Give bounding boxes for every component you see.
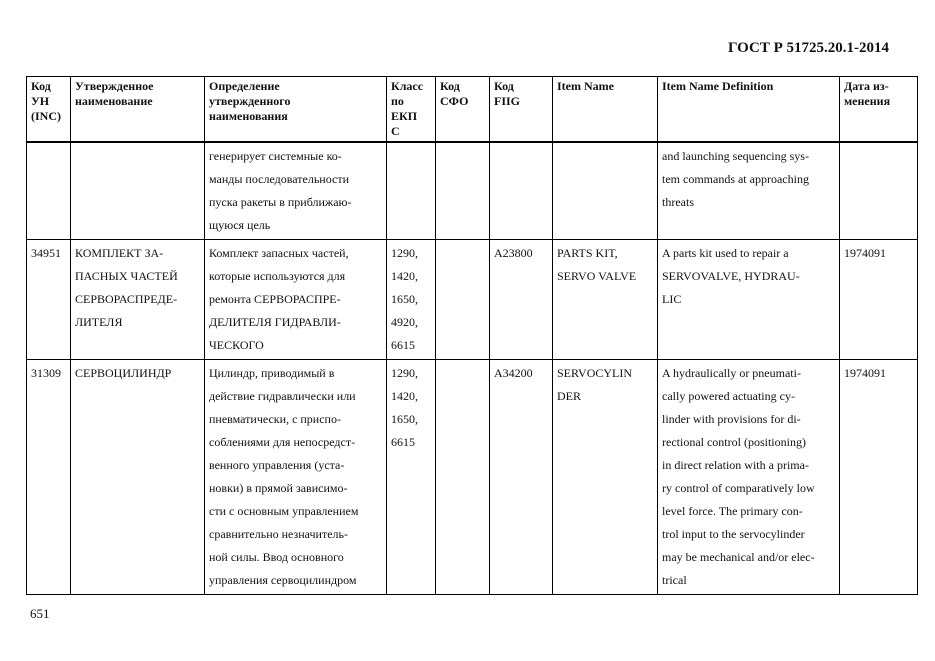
header-line: ЕКП [391, 109, 418, 123]
table-row [27, 142, 918, 240]
header-line: Код [494, 79, 514, 93]
cell-line: SERVO VALVE [557, 269, 637, 283]
cell-line: DER [557, 389, 581, 403]
cell-item-definition [658, 142, 840, 240]
cell-line: щуюся цель [209, 218, 271, 232]
cell-inc-code [27, 142, 71, 240]
cell-item-name [553, 240, 658, 360]
cell-line: may be mechanical and/or elec- [662, 550, 815, 564]
table-row [27, 240, 918, 360]
cell-sfo-code [436, 360, 490, 595]
cell-line: and launching sequencing sys- [662, 149, 809, 163]
cell-line: генерирует системные ко- [209, 149, 342, 163]
cell-line: trical [662, 573, 687, 587]
header-line: Дата из- [844, 79, 889, 93]
cell-line: ремонта СЕРВОРАСПРЕ- [209, 292, 341, 306]
cell-line: управления сервоцилиндром [209, 573, 357, 587]
header-line: наименование [75, 94, 153, 108]
cell-line: threats [662, 195, 694, 209]
header-line: Определение [209, 79, 280, 93]
column-header-class [387, 77, 436, 143]
cell-line: новки) в прямой зависимо- [209, 481, 348, 495]
cell-line: ной силы. Ввод основного [209, 550, 344, 564]
page-number: 651 [30, 606, 50, 621]
cell-definition [205, 360, 387, 595]
cell-line: 4920, [391, 315, 418, 329]
cell-line: tem commands at approaching [662, 172, 809, 186]
column-header-fiig-code [490, 77, 553, 143]
cell-line: 6615 [391, 435, 415, 449]
cell-line: венного управления (уста- [209, 458, 345, 472]
column-header-change-date [840, 77, 918, 143]
cell-line: cally powered actuating cy- [662, 389, 795, 403]
cell-line: LIC [662, 292, 682, 306]
cell-line: пневматически, с приспо- [209, 412, 341, 426]
column-header-inc-code [27, 77, 71, 143]
cell-line: действие гидравлически или [209, 389, 356, 403]
cell-item-definition [658, 360, 840, 595]
cell-line: 1650, [391, 292, 418, 306]
header-line: СФО [440, 94, 469, 108]
classification-table [26, 76, 918, 595]
header-line: Утвержденное [75, 79, 154, 93]
column-header-definition [205, 77, 387, 143]
column-header-item-definition [658, 77, 840, 143]
cell-item-name [553, 142, 658, 240]
cell-line: Цилиндр, приводимый в [209, 366, 335, 380]
cell-line: 1290, [391, 366, 418, 380]
cell-line: SERVOCYLIN [557, 366, 633, 380]
document-code: ГОСТ Р 51725.20.1-2014 [727, 40, 889, 56]
header-line: Код [440, 79, 460, 93]
cell-line: level force. The primary con- [662, 504, 803, 518]
cell-change-date: 1974091 [840, 360, 918, 595]
cell-line: 1650, [391, 412, 418, 426]
cell-fiig-code: A23800 [490, 240, 553, 360]
cell-class [387, 360, 436, 595]
cell-line: 6615 [391, 338, 415, 352]
header-line: (INC) [31, 109, 61, 123]
cell-approved-name [71, 142, 205, 240]
cell-line: 1420, [391, 269, 418, 283]
cell-approved-name [71, 360, 205, 595]
cell-line: trol input to the servocylinder [662, 527, 805, 541]
cell-line: PARTS KIT, [557, 246, 618, 260]
cell-line: SERVOVALVE, HYDRAU- [662, 269, 800, 283]
cell-line: сти с основным управлением [209, 504, 359, 518]
header-line: наименования [209, 109, 288, 123]
cell-line: rectional control (positioning) [662, 435, 806, 449]
cell-line: 1420, [391, 389, 418, 403]
column-header-sfo-code [436, 77, 490, 143]
table-row [27, 360, 918, 595]
cell-fiig-code: A34200 [490, 360, 553, 595]
cell-line: ПАСНЫХ ЧАСТЕЙ [75, 269, 178, 283]
header-line: С [391, 124, 400, 138]
cell-line: ry control of comparatively low [662, 481, 815, 495]
cell-change-date: 1974091 [840, 240, 918, 360]
table-header-row [27, 77, 918, 143]
header-line: Класс [391, 79, 424, 93]
cell-fiig-code [490, 142, 553, 240]
cell-item-name [553, 360, 658, 595]
cell-line: манды последовательности [209, 172, 350, 186]
cell-change-date [840, 142, 918, 240]
cell-line: in direct relation with a prima- [662, 458, 809, 472]
header-line: Item Name [557, 79, 614, 93]
cell-line: Комплект запасных частей, [209, 246, 349, 260]
header-line: Код [31, 79, 51, 93]
cell-class [387, 142, 436, 240]
cell-line: A hydraulically or pneumati- [662, 366, 801, 380]
cell-definition [205, 240, 387, 360]
cell-line: ДЕЛИТЕЛЯ ГИДРАВЛИ- [209, 315, 341, 329]
cell-line: соблениями для непосредст- [209, 435, 356, 449]
cell-line: 1290, [391, 246, 418, 260]
header-line: менения [844, 94, 891, 108]
column-header-item-name [553, 77, 658, 143]
cell-line: сравнительно незначитель- [209, 527, 349, 541]
cell-line: СЕРВОРАСПРЕДЕ- [75, 292, 178, 306]
cell-approved-name [71, 240, 205, 360]
cell-line: linder with provisions for di- [662, 412, 801, 426]
cell-line: пуска ракеты в приближаю- [209, 195, 352, 209]
header-line: по [391, 94, 404, 108]
cell-inc-code: 31309 [27, 360, 71, 595]
cell-line: A parts kit used to repair a [662, 246, 789, 260]
cell-item-definition [658, 240, 840, 360]
cell-line: СЕРВОЦИЛИНДР [75, 366, 172, 380]
cell-definition [205, 142, 387, 240]
cell-sfo-code [436, 142, 490, 240]
cell-line: ЛИТЕЛЯ [75, 315, 123, 329]
header-line: Item Name Definition [662, 79, 774, 93]
header-line: утвержденного [209, 94, 291, 108]
cell-line: КОМПЛЕКТ ЗА- [75, 246, 164, 260]
cell-line: ЧЕСКОГО [209, 338, 264, 352]
header-line: FIIG [494, 94, 521, 108]
column-header-approved-name [71, 77, 205, 143]
cell-class [387, 240, 436, 360]
cell-line: которые используются для [209, 269, 346, 283]
cell-sfo-code [436, 240, 490, 360]
cell-inc-code: 34951 [27, 240, 71, 360]
header-line: УН [31, 94, 50, 108]
